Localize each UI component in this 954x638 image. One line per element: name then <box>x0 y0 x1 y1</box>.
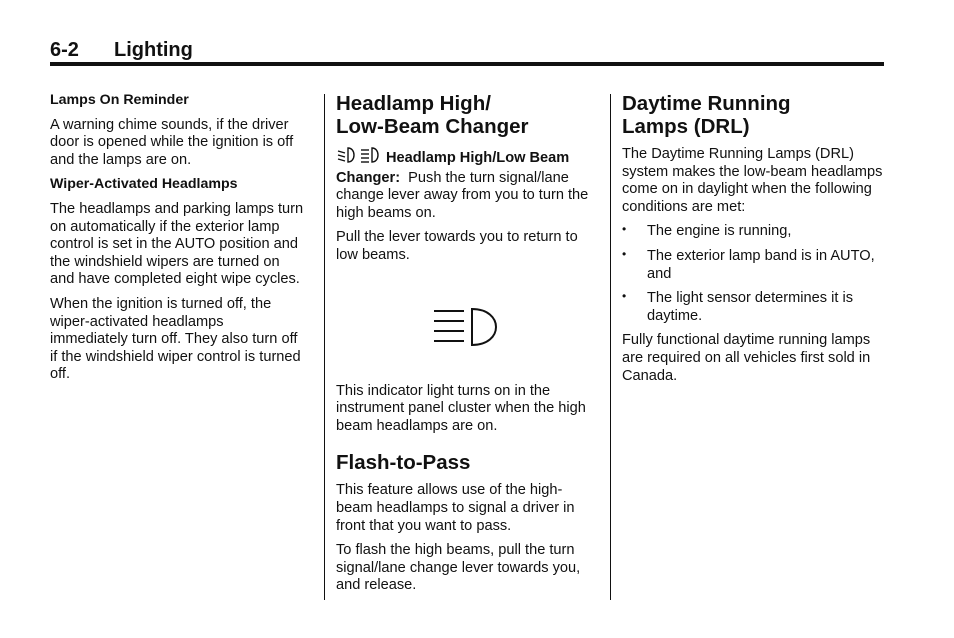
highlow-heading-line2: Low-Beam Changer <box>336 115 529 138</box>
highlow-control-label: Headlamp High/Low Beam Changer: <box>336 150 570 186</box>
column-right <box>622 92 884 392</box>
bullet-icon: • <box>622 222 627 237</box>
lamps-reminder-heading: Lamps On Reminder <box>50 92 189 108</box>
column-divider <box>610 94 611 600</box>
drl-heading-line1: Daytime Running <box>622 92 791 115</box>
list-item: • The engine is running, <box>622 222 792 240</box>
highlow-heading-line1: Headlamp High/ <box>336 92 491 115</box>
wiper-headlamps-para2: When the ignition is turned off, the wiper-activated headlamps immediately turn off. They also turn off if the windshield wiper control is turned off. <box>50 295 301 383</box>
low-beam-icon <box>336 146 382 164</box>
bullet-icon: • <box>622 289 627 304</box>
drl-conditions-list <box>622 223 884 325</box>
high-beam-indicator-icon <box>434 305 504 349</box>
wiper-headlamps-para1: The headlamps and parking lamps turn on automatically if the exterior lamp control is set in the AUTO position and the windshield wipers are turned on and have completed eight wipe cycles. <box>50 200 304 288</box>
beam-icons <box>336 146 382 170</box>
highlow-control-para <box>336 146 596 222</box>
lamps-reminder-text: A warning chime sounds, if the driver door is opened while the ignition is off and the lamps are on. <box>50 116 294 168</box>
column-divider <box>324 94 325 600</box>
page-number: 6-2 <box>50 39 79 61</box>
column-middle <box>336 92 596 602</box>
highlow-control-text: Push the turn signal/lane change lever away from you to turn the high beams on. <box>336 169 589 221</box>
high-beam-icon <box>361 148 378 162</box>
drl-heading-line2: Lamps (DRL) <box>622 115 750 138</box>
highlow-indicator-text: This indicator light turns on in the instrument panel cluster when the high beam headlamps are on. <box>336 382 586 434</box>
highlow-para2: Pull the lever towards you to return to low beams. <box>336 229 578 263</box>
column-left <box>50 92 305 391</box>
drl-intro: The Daytime Running Lamps (DRL) system makes the low-beam headlamps come on in daylight when the following conditions are met: <box>622 146 883 215</box>
list-item: • The exterior lamp band is in AUTO, and <box>622 246 875 282</box>
list-item: • The light sensor determines it is daytime. <box>622 289 854 324</box>
wiper-headlamps-heading: Wiper-Activated Headlamps <box>50 176 238 193</box>
drl-heading <box>622 92 884 138</box>
flash-heading: Flash-to-Pass <box>336 451 471 475</box>
drl-closing: Fully functional daytime running lamps are required on all vehicles first sold in Canada. <box>622 332 871 384</box>
section-title: Lighting <box>114 39 193 61</box>
flash-para2: To flash the high beams, pull the turn signal/lane change lever towards you, and release. <box>336 542 581 594</box>
page-header <box>50 38 884 66</box>
highlow-heading <box>336 92 596 138</box>
flash-para1: This feature allows use of the high-beam headlamps to signal a driver in front that you want to pass. <box>336 482 575 534</box>
bullet-icon: • <box>622 246 627 261</box>
